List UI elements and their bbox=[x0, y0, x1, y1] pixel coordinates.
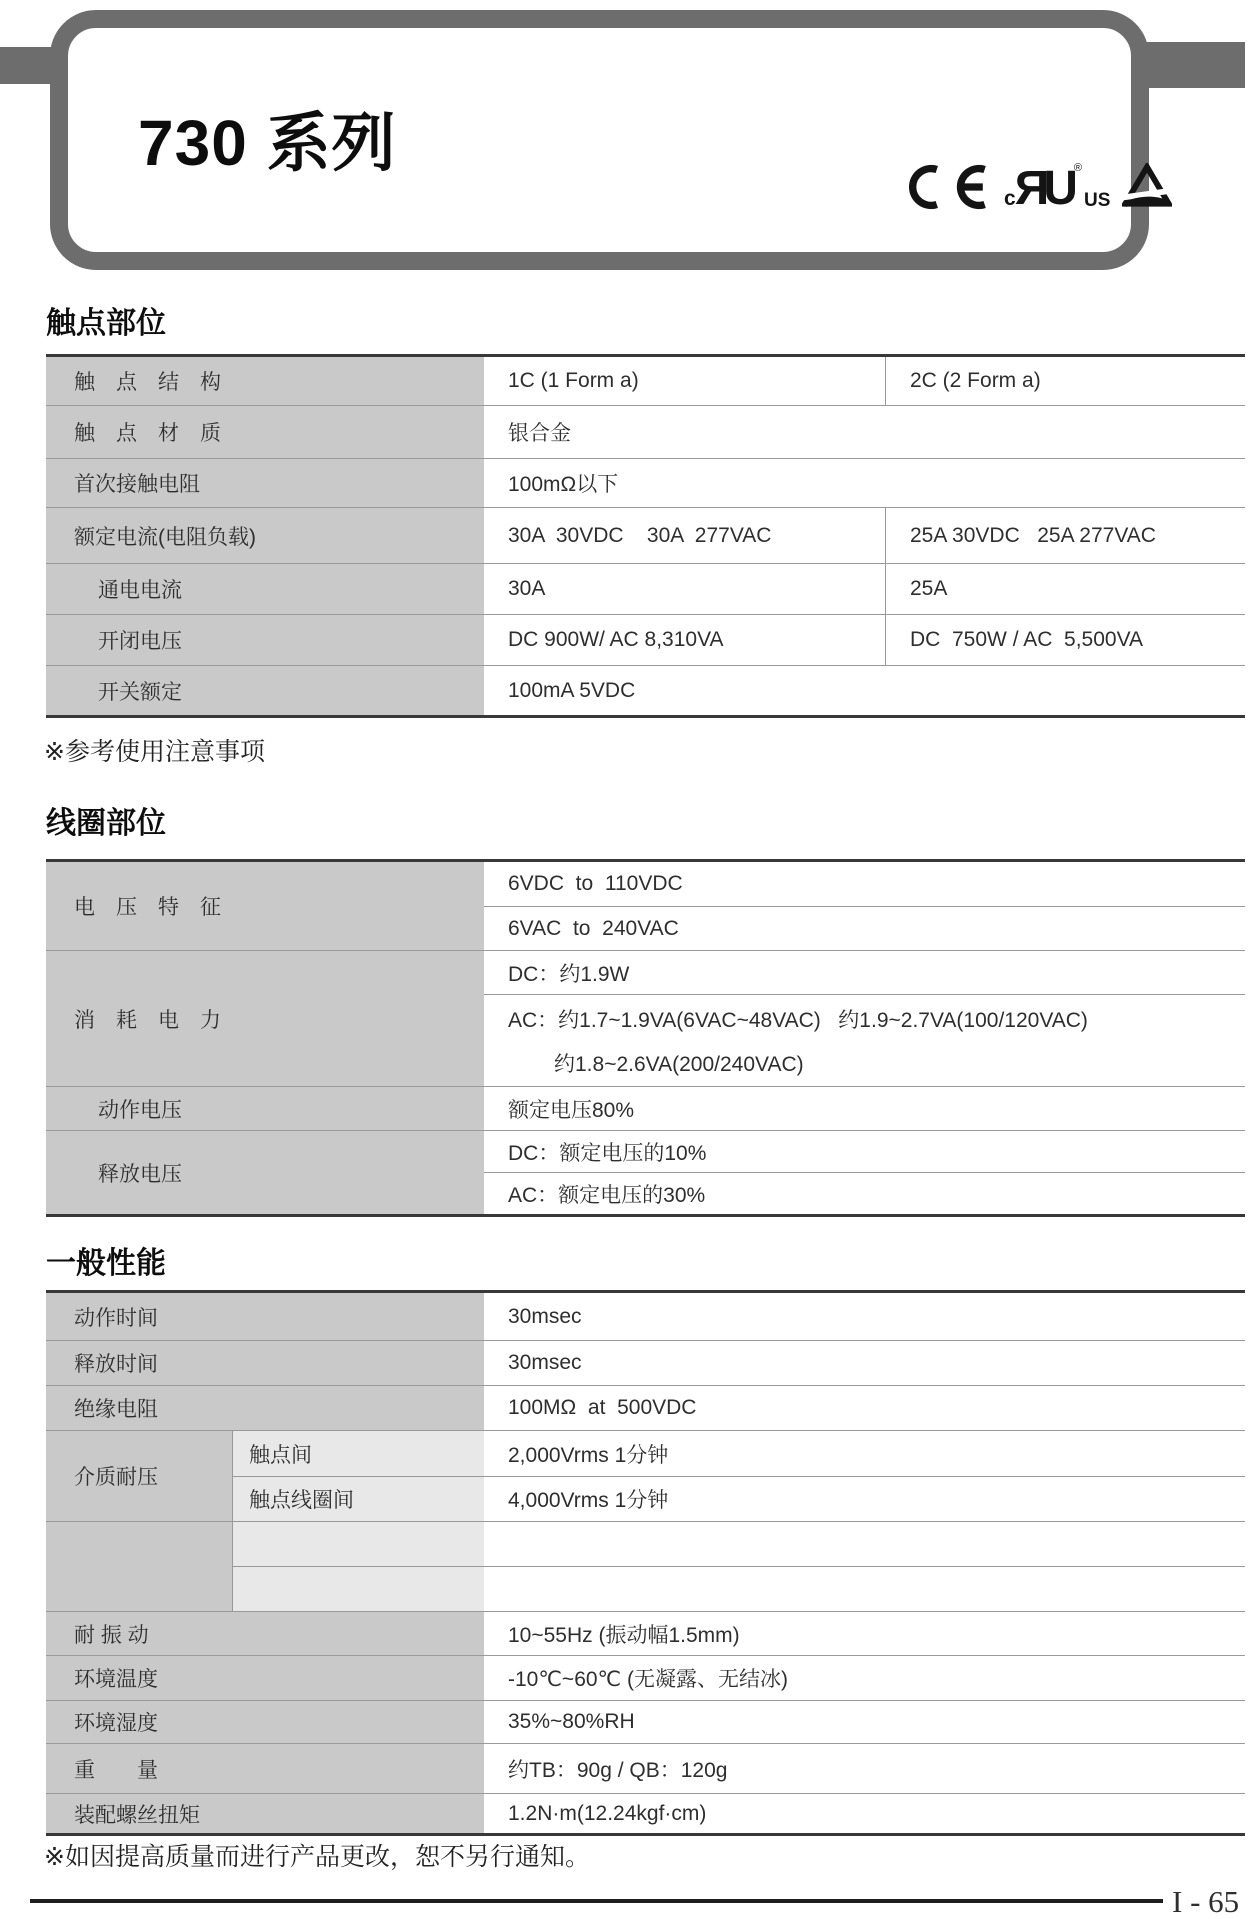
empty-sub-cell bbox=[232, 1521, 484, 1566]
row-label: 首次接触电阻 bbox=[46, 458, 484, 507]
cell-value: 2,000Vrms 1分钟 bbox=[484, 1430, 1245, 1476]
row-label: 重 量 bbox=[46, 1743, 484, 1793]
row-label: 动作电压 bbox=[46, 1086, 484, 1130]
cell-value-line1: AC：约1.7~1.9VA(6VAC~48VAC) 约1.9~2.7VA(100/120VAC) bbox=[508, 1008, 1088, 1032]
empty-row-label bbox=[46, 1521, 232, 1611]
section-heading-contact: 触点部位 bbox=[46, 307, 166, 340]
row-label: 通电电流 bbox=[46, 563, 484, 614]
row-label: 环境温度 bbox=[46, 1655, 484, 1700]
cell-value: 6VDC to 110VDC bbox=[484, 862, 1245, 906]
cell-value: 25A bbox=[886, 563, 1245, 614]
certification-logos bbox=[900, 164, 1172, 214]
general-table bbox=[46, 1290, 1245, 1836]
cell-value: 30msec bbox=[484, 1340, 1245, 1385]
cell-value: DC 750W / AC 5,500VA bbox=[886, 614, 1245, 665]
cell-value: 100mΩ以下 bbox=[484, 458, 1245, 507]
row-label: 开闭电压 bbox=[46, 614, 484, 665]
general-note: ※如因提高质量而进行产品更改，恕不另行通知。 bbox=[44, 1843, 590, 1871]
cell-value: 25A 30VDC 25A 277VAC bbox=[886, 507, 1245, 563]
page-number: I - 65 bbox=[1172, 1884, 1240, 1919]
row-label: 绝缘电阻 bbox=[46, 1385, 484, 1430]
sub-row-label: 触点线圈间 bbox=[232, 1476, 484, 1521]
contact-table bbox=[46, 354, 1245, 718]
cell-value: DC 900W/ AC 8,310VA bbox=[484, 614, 886, 665]
cell-value: -10℃~60℃ (无凝露、无结冰) bbox=[484, 1655, 1245, 1700]
section-heading-general: 一般性能 bbox=[46, 1247, 166, 1280]
cul-prefix: c bbox=[1004, 187, 1016, 210]
row-label: 开关额定 bbox=[46, 665, 484, 715]
cell-value: 100mA 5VDC bbox=[484, 665, 1245, 715]
cell-value: 100MΩ at 500VDC bbox=[484, 1385, 1245, 1430]
cell-value bbox=[484, 994, 1245, 1086]
cell-value: 1.2N·m(12.24kgf·cm) bbox=[484, 1793, 1245, 1833]
row-label: 动作时间 bbox=[46, 1293, 484, 1340]
cell-value: 银合金 bbox=[484, 405, 1245, 458]
cell-value: AC：额定电压的30% bbox=[484, 1172, 1245, 1214]
row-label: 释放电压 bbox=[46, 1130, 484, 1214]
series-title: 730 系列 bbox=[138, 107, 397, 179]
row-label: 额定电流(电阻负载) bbox=[46, 507, 484, 563]
cul-us-mark-icon bbox=[1004, 162, 1111, 215]
row-label: 装配螺丝扭矩 bbox=[46, 1793, 484, 1833]
cell-value: 30A 30VDC 30A 277VAC bbox=[484, 507, 886, 563]
registered-symbol: ® bbox=[1073, 162, 1082, 174]
cul-suffix: US bbox=[1083, 190, 1111, 211]
triangle-cert-icon bbox=[1122, 163, 1172, 216]
coil-table bbox=[46, 859, 1245, 1217]
header-left-bar bbox=[0, 47, 52, 84]
row-label: 环境湿度 bbox=[46, 1700, 484, 1743]
cell-value: 1C (1 Form a) bbox=[484, 357, 886, 405]
empty-sub-cell bbox=[232, 1566, 484, 1611]
row-label: 耐 振 动 bbox=[46, 1611, 484, 1655]
row-label: 消 耗 电 力 bbox=[46, 950, 484, 1086]
ul-monogram: ЯU bbox=[1014, 162, 1072, 215]
row-label: 触 点 结 构 bbox=[46, 357, 484, 405]
cell-value: DC：约1.9W bbox=[484, 950, 1245, 994]
cell-value: 30A bbox=[484, 563, 886, 614]
cell-value: 2C (2 Form a) bbox=[886, 357, 1245, 405]
cell-value: 约TB：90g / QB：120g bbox=[484, 1743, 1245, 1793]
row-label: 介质耐压 bbox=[46, 1430, 232, 1521]
contact-note: ※参考使用注意事项 bbox=[44, 738, 265, 766]
row-label: 电 压 特 征 bbox=[46, 862, 484, 950]
cell-value: DC：额定电压的10% bbox=[484, 1130, 1245, 1172]
cell-value: 6VAC to 240VAC bbox=[484, 906, 1245, 950]
cell-value: 35%~80%RH bbox=[484, 1700, 1245, 1743]
header-right-bar bbox=[1140, 42, 1245, 88]
footer-rule bbox=[30, 1899, 1163, 1903]
row-label: 触 点 材 质 bbox=[46, 405, 484, 458]
section-heading-coil: 线圈部位 bbox=[46, 807, 166, 840]
cell-value-line2: 约1.8~2.6VA(200/240VAC) bbox=[554, 1052, 804, 1076]
cell-value: 额定电压80% bbox=[484, 1086, 1245, 1130]
ce-mark-icon bbox=[900, 163, 992, 216]
cell-value: 10~55Hz (振动幅1.5mm) bbox=[484, 1611, 1245, 1655]
row-label: 释放时间 bbox=[46, 1340, 484, 1385]
empty-value-cell bbox=[484, 1521, 1245, 1566]
cell-value: 4,000Vrms 1分钟 bbox=[484, 1476, 1245, 1521]
cell-value: 30msec bbox=[484, 1293, 1245, 1340]
empty-value-cell bbox=[484, 1566, 1245, 1611]
sub-row-label: 触点间 bbox=[232, 1430, 484, 1476]
